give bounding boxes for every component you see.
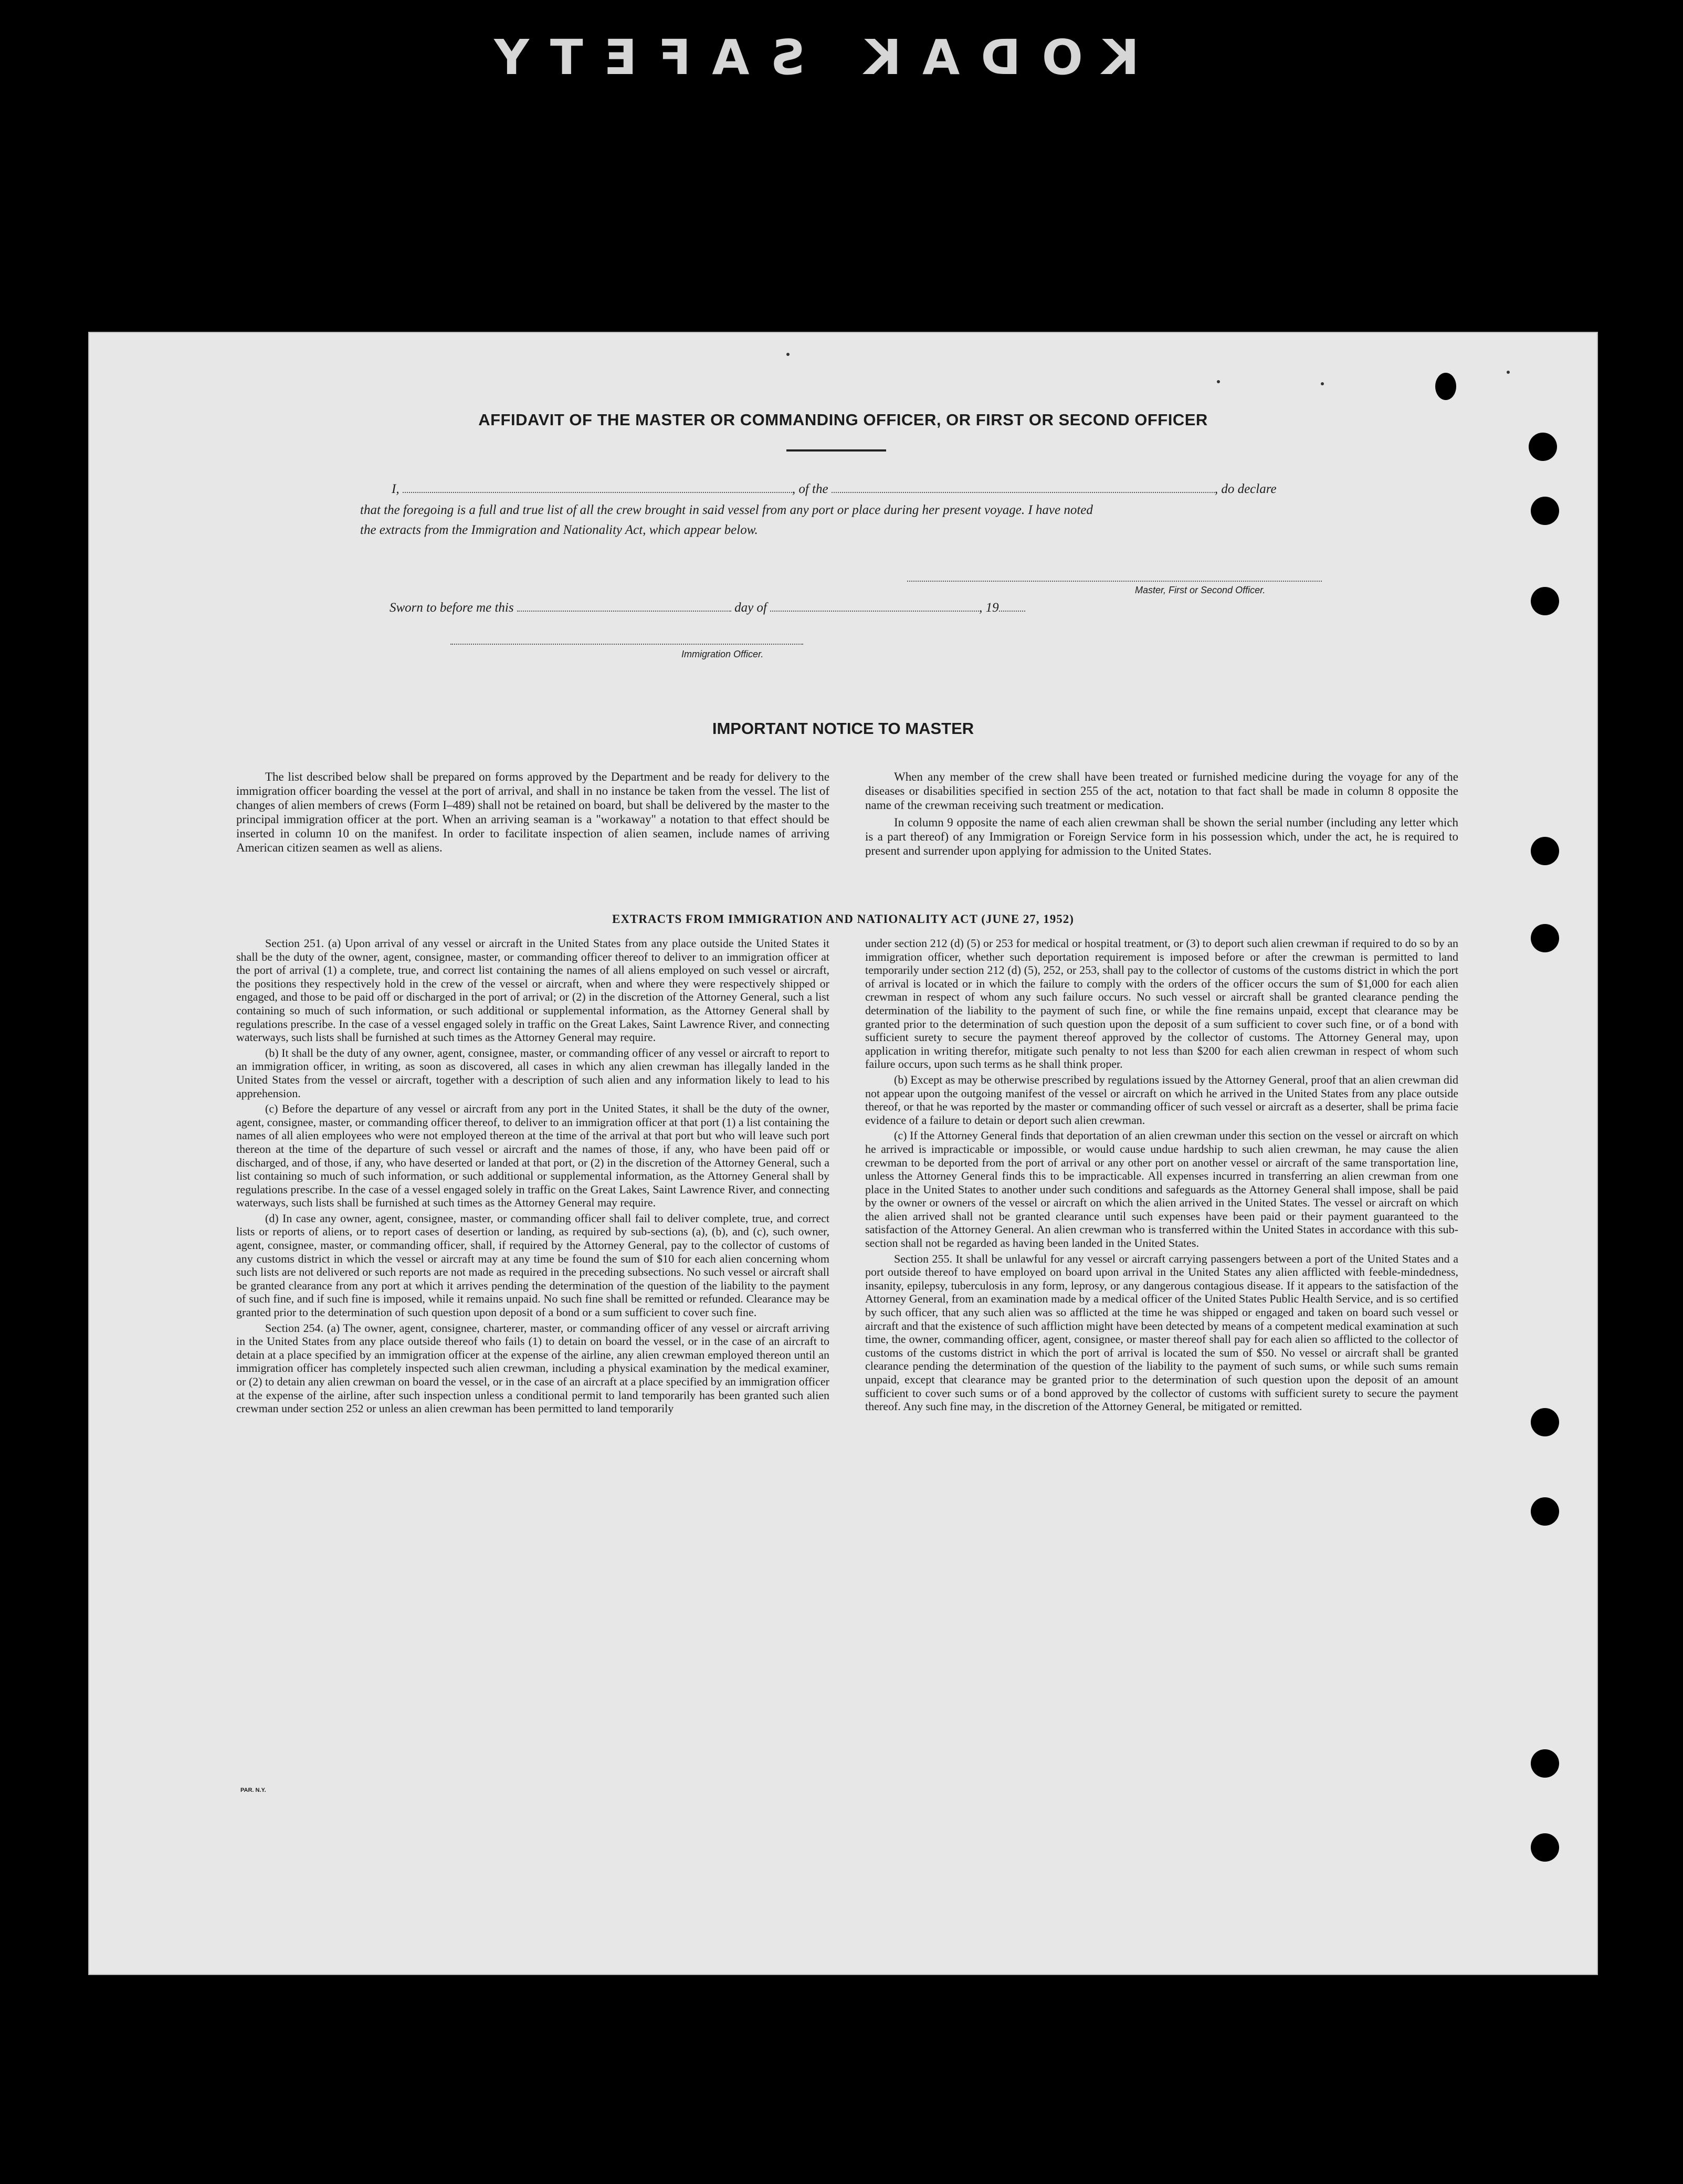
speck [1321,382,1324,385]
notice-paragraph: In column 9 opposite the name of each alien crewman shall be shown the serial number (including any letter which is a part thereof) of any Immigration or Foreign Service form in his possession which, under the act, he is required to present and surrender upon applying for admission to the United States. [865,816,1458,857]
affidavit-title: AFFIDAVIT OF THE MASTER OR COMMANDING OFFICER, OR FIRST OR SECOND OFFICER [478,411,1208,429]
punch-hole [1435,373,1456,400]
of-the-label: , of the [792,482,828,496]
sworn-day-field[interactable] [517,601,731,612]
notice-right-column [865,770,1458,861]
master-signature-line[interactable] [907,581,1322,582]
day-of-label: day of [734,601,767,615]
extract-paragraph: Section 255. It shall be unlawful for any vessel or aircraft carrying passengers between a port of the United States and a port outside thereof to have employed on board upon arrival in the United States any alien afflicted with feeble-mindedness, insanity, epilepsy, tuberculosis in any form, leprosy, or any dangerous contagious disease. If it appears to the satisfaction of the Attorney General, from an examination made by a medical officer of the United States Public Health Service, and is so certified by such officer, that any such alien was so afflicted at the time he was shipped or engaged and taken on board such vessel or aircraft and that the existence of such affliction might have been detected by means of a competent medical examination at such time, the owner, commanding officer, agent, consignee, or master thereof shall pay for each alien so afflicted to the collector of customs of the customs district in which the port of arrival is located the sum of $50. No vessel or aircraft shall be granted clearance pending the determination of the question of the liability to the payment of such sums, or while such sums remain unpaid, except that clearance may be granted prior to the determination of such question upon the deposit of an amount sufficient to cover such sums or of a bond approved by the collector of customs with sufficient surety to secure the payment thereof. Any such fine may, in the discretion of the Attorney General, be mitigated or remitted. [865,1252,1458,1413]
notice-paragraph: The list described below shall be prepared on forms approved by the Department and be ready for delivery to the immigration officer boarding the vessel at the port of arrival, and shall in no instance be taken from the vessel. The list of changes of alien members of crews (Form I–489) shall not be retained on board, but shall be delivered by the master to the principal immigration officer at the port. When an arriving seaman is a "workaway" a notation to that effect should be inserted in column 10 on the manifest. In order to facilitate inspection of alien seamen, include names of arriving American citizen seamen as well as aliens. [236,770,829,854]
speck [1507,371,1510,374]
extract-paragraph: (d) In case any owner, agent, consignee, master, or commanding officer shall fail to deliver complete, true, and correct lists or reports of aliens, or to report cases of desertion or landing, as required by sub-sections (a), (b), and (c), such owner, agent, consignee, master, or commanding officer, shall, if required by the Attorney General, pay to the collector of customs of any customs district in which the vessel or aircraft may at any time be found the sum of $10 for each alien concerning whom such lists are not delivered or such reports are not made as required in the preceding subsections. No such vessel or aircraft shall be granted clearance from any port at which it arrives pending the determination of the question of the liability to the payment of such fine, and if such fine is imposed, while it remains unpaid. No such fine shall be remitted or refunded. Clearance may be granted prior to the determination of such question upon deposit of a bond or a sum sufficient to cover such fine. [236,1211,829,1319]
vessel-field[interactable] [832,482,1215,493]
punch-hole [1531,1408,1559,1436]
punch-hole [1531,1833,1559,1862]
extracts-left-column [236,937,829,1418]
speck [786,353,790,356]
immigration-caption: Immigration Officer. [681,649,764,659]
punch-hole [1531,1497,1559,1526]
affidavit-line-3: the extracts from the Immigration and Nationality Act, which appear below. [360,523,758,537]
notice-left-column [236,770,829,858]
affidavit-line-1 [392,482,1277,497]
sworn-year-field[interactable] [999,601,1025,612]
printer-mark: PAR. N.Y. [240,1787,266,1793]
title-rule [786,449,886,452]
year-label: , 19 [979,601,999,615]
notice-title: IMPORTANT NOTICE TO MASTER [712,719,974,738]
punch-hole [1531,924,1559,952]
affidavit-line-2: that the foregoing is a full and true list of all the crew brought in said vessel from any port or place during her present voyage. I have noted [360,503,1093,517]
sworn-line [390,601,1025,615]
sworn-label: Sworn to before me this [390,601,514,615]
punch-hole [1531,587,1559,615]
i-label: I, [392,482,399,496]
do-declare-label: , do declare [1214,482,1277,496]
name-field[interactable] [403,482,792,493]
punch-hole [1529,433,1557,461]
speck [1217,380,1220,383]
extract-paragraph: Section 251. (a) Upon arrival of any vessel or aircraft in the United States from any place outside the United States it shall be the duty of the owner, agent, consignee, master, or commanding officer thereof to deliver to an immigration officer at the port of arrival (1) a complete, true, and correct list containing the names of all aliens employed on such vessel or aircraft, the positions they respectively hold in the crew of the vessel or aircraft, when and where they were respectively shipped or engaged, and those to be paid off or discharged in the port of arrival; or (2) in the discretion of the Attorney General, such a list containing so much of such information, or such additional or supplemental information, as the Attorney General shall by regulations prescribe. In the case of a vessel engaged solely in traffic on the Great Lakes, Saint Lawrence River, and connecting waterways, such lists shall be furnished at such times as the Attorney General may require. [236,937,829,1044]
extract-paragraph: Section 254. (a) The owner, agent, consignee, charterer, master, or commanding officer of any vessel or aircraft arriving in the United States from any place outside thereof who fails (1) to detain on board the vessel, or in the case of an aircraft to detain at a place specified by an immigration officer at the expense of the airline, any alien crewman employed thereon until an immigration officer has completely inspected such alien crewman, including a physical examination by the medical examiner, or (2) to detain any alien crewman on board the vessel, or in the case of an aircraft at a place specified by an immigration officer at the expense of the airline, after such inspection unless a conditional permit to land temporarily has been granted such alien crewman under section 252 or unless an alien crewman has been permitted to land temporarily [236,1321,829,1415]
extracts-heading: EXTRACTS FROM IMMIGRATION AND NATIONALITY ACT (JUNE 27, 1952) [612,912,1074,926]
extracts-right-column [865,937,1458,1415]
notice-paragraph: When any member of the crew shall have been treated or furnished medicine during the voyage for any of the diseases or disabilities specified in section 255 of the act, notation to that fact shall be made in column 8 opposite the name of the crewman receiving such treatment or medication. [865,770,1458,812]
film-edge-marking: KODAK SAFETY [473,29,1139,86]
extract-paragraph: (c) Before the departure of any vessel or aircraft from any port in the United States, it shall be the duty of the owner, agent, consignee, master, or commanding officer thereof, to deliver to an immigration officer at that port (1) a list containing the names of all alien employees who were not employed thereon at the time of the arrival at that port but who will leave such port thereon at the time of the departure of such vessel or aircraft and the names of those, if any, who have been paid off or discharged, and of those, if any, who have deserted or landed at that port, or (2) in the discretion of the Attorney General, such a list containing so much of such information, or such additional or supplemental information, as the Attorney General shall by regulations prescribe. In the case of a vessel engaged solely in traffic on the Great Lakes, Saint Lawrence River, and connecting waterways, such lists shall be furnished at such times as the Attorney General may require. [236,1102,829,1210]
form-page [88,332,1598,1975]
punch-hole [1531,497,1559,525]
sworn-month-field[interactable] [770,601,979,612]
punch-hole [1531,837,1559,865]
immigration-officer-line[interactable] [450,644,803,645]
extract-paragraph: (c) If the Attorney General finds that deportation of an alien crewman under this section on the vessel or aircraft on which he arrived is impracticable or impossible, or would cause undue hardship to such alien crewman, he may cause the alien crewman to be deported from the port of arrival or any other port on another vessel or aircraft of the same transportation line, unless the Attorney General finds this to be impracticable. All expenses incurred in transferring an alien crewman from one place in the United States to another under such conditions and safeguards as the Attorney General shall impose, shall be paid by the owner or owners of the vessel or aircraft on which the alien arrived in the United States. The vessel or aircraft on which the alien arrived shall not be granted clearance until such expenses have been paid or their payment guaranteed to the satisfaction of the Attorney General. An alien crewman who is transferred within the United States in accordance with this sub-section shall not be regarded as having been landed in the United States. [865,1129,1458,1250]
master-caption: Master, First or Second Officer. [1135,585,1266,595]
extract-paragraph: under section 212 (d) (5) or 253 for medical or hospital treatment, or (3) to deport such alien crewman if required to do so by an immigration officer, whether such deportation requirement is imposed before or after the crewman is permitted to land temporarily under section 212 (d) (5), 252, or 253, shall pay to the collector of customs of the customs district in which the port of arrival is located or in which the failure to comply with the orders of the officer occurs the sum of $1,000 for each alien crewman in respect of whom any such failure occurs. No such vessel or aircraft shall be granted clearance pending the determination of the liability to the payment of such fine, or while the fine remains unpaid, except that clearance may be granted prior to the determination of such question upon the deposit of a sum sufficient to cover such fine, or of a bond with sufficient surety to secure the payment thereof approved by the collector of customs. The Attorney General may, upon application in writing therefor, mitigate such penalty to not less than $200 for each alien crewman in respect of whom such failure occurs, upon such terms as he shall think proper. [865,937,1458,1071]
extract-paragraph: (b) Except as may be otherwise prescribed by regulations issued by the Attorney General, proof that an alien crewman did not appear upon the outgoing manifest of the vessel or aircraft on which he arrived in the United States from any place outside thereof, or that he was reported by the master or commanding officer of such vessel or aircraft as a deserter, shall be prima facie evidence of a failure to detain or deport such alien crewman. [865,1073,1458,1127]
punch-hole [1531,1749,1559,1778]
extract-paragraph: (b) It shall be the duty of any owner, agent, consignee, master, or commanding officer of any vessel or aircraft to report to an immigration officer, in writing, as soon as discovered, all cases in which any alien crewman has illegally landed in the United States from the vessel or aircraft, together with a description of such alien and any information likely to lead to his apprehension. [236,1046,829,1100]
